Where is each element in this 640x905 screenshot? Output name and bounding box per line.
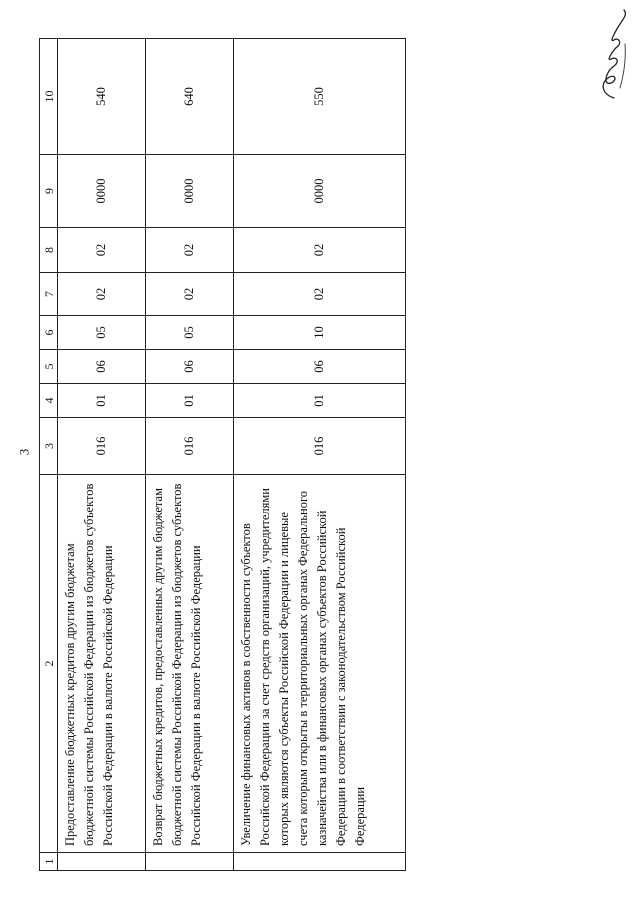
element-code-cell: 02 (58, 228, 146, 273)
subgroup-code-cell: 06 (146, 350, 234, 384)
table-row (234, 39, 406, 871)
table-row (58, 39, 146, 871)
subarticle-code-cell: 02 (234, 273, 406, 316)
admin-code-cell: 016 (234, 418, 406, 475)
table-row (146, 39, 234, 871)
subarticle-code-cell: 02 (146, 273, 234, 316)
program-code-cell: 0000 (58, 155, 146, 228)
column-number-row (40, 39, 58, 871)
column-header: 8 (40, 228, 58, 273)
column-header: 7 (40, 273, 58, 316)
row-description: Возврат бюджетных кредитов, предоставленных другим бюджетам бюджетной системы Российской Федерации из бюджетов субъектов Российской Федерации в валюте Российской Федерации (146, 475, 234, 853)
subgroup-code-cell: 06 (234, 350, 406, 384)
column-header: 5 (40, 350, 58, 384)
group-code-cell: 01 (234, 384, 406, 418)
column-header: 1 (40, 853, 58, 871)
column-header: 10 (40, 39, 58, 155)
rotated-table-page (39, 39, 406, 871)
subgroup-code-cell: 06 (58, 350, 146, 384)
kosgu-code-cell: 550 (234, 39, 406, 155)
admin-code-cell: 016 (146, 418, 234, 475)
row-index-cell (234, 853, 406, 871)
budget-classification-table (39, 38, 406, 871)
element-code-cell: 02 (234, 228, 406, 273)
group-code-cell: 01 (58, 384, 146, 418)
kosgu-code-cell: 540 (58, 39, 146, 155)
row-index-cell (146, 853, 234, 871)
group-code-cell: 01 (146, 384, 234, 418)
article-code-cell: 05 (146, 316, 234, 350)
element-code-cell: 02 (146, 228, 234, 273)
row-description: Предоставление бюджетных кредитов другим бюджетам бюджетной системы Российской Федерации из бюджетов субъектов Российской Федерации в валюте Российской Федерации (58, 475, 146, 853)
program-code-cell: 0000 (146, 155, 234, 228)
column-header: 9 (40, 155, 58, 228)
admin-code-cell: 016 (58, 418, 146, 475)
column-header: 4 (40, 384, 58, 418)
column-header: 2 (40, 475, 58, 853)
subarticle-code-cell: 02 (58, 273, 146, 316)
kosgu-code-cell: 640 (146, 39, 234, 155)
handwritten-signature-icon (584, 4, 634, 104)
row-description: Увеличение финансовых активов в собственности субъектов Российской Федерации за счет средств организаций, учредителями которых являются субъекты Российской Федерации и лицевые счета которым открыты в территориальных органах Федерального казначейства или в финансовых органах субъектов Российской Федерации в соответствии с законодательством Российской Федерации (234, 475, 406, 853)
column-header: 3 (40, 418, 58, 475)
program-code-cell: 0000 (234, 155, 406, 228)
article-code-cell: 05 (58, 316, 146, 350)
row-index-cell (58, 853, 146, 871)
column-header: 6 (40, 316, 58, 350)
article-code-cell: 10 (234, 316, 406, 350)
page-number: 3 (16, 448, 32, 456)
